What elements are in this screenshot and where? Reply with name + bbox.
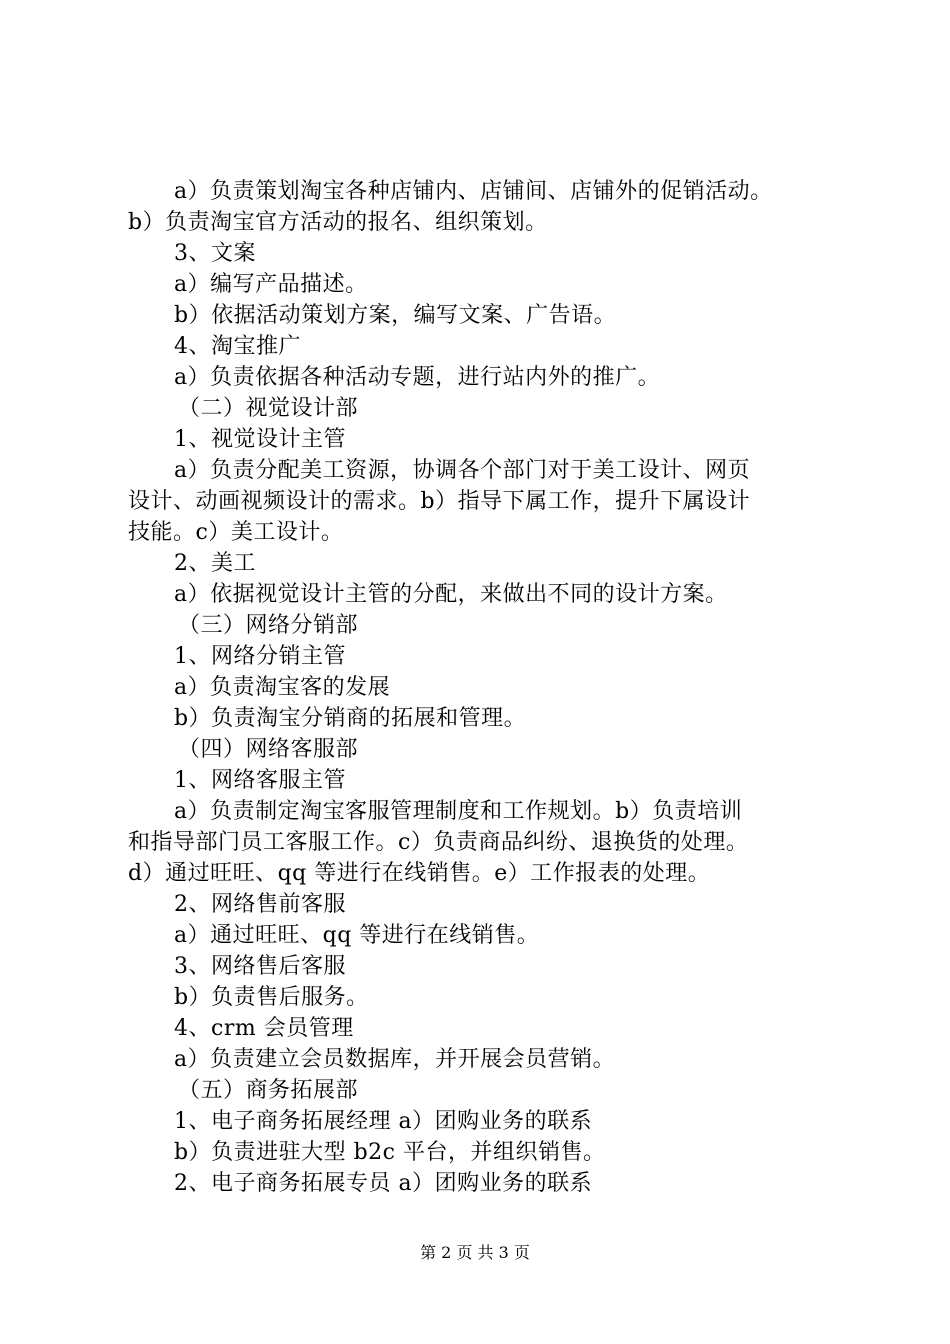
text-line: b）负责淘宝官方活动的报名、组织策划。 (128, 210, 548, 235)
text-line: 2、网络售前客服 (174, 892, 346, 917)
text-line: a）负责策划淘宝各种店铺内、店铺间、店铺外的促销活动。 (174, 179, 773, 204)
document-body (128, 176, 843, 1199)
text-line: a）负责分配美工资源，协调各个部门对于美工设计、网页 (174, 458, 751, 483)
text-line: a）负责建立会员数据库，并开展会员营销。 (174, 1047, 616, 1072)
text-line: 4、淘宝推广 (174, 334, 301, 359)
text-line: （五）商务拓展部 (178, 1078, 359, 1103)
text-line: （四）网络客服部 (178, 737, 359, 762)
text-line: 设计、动画视频设计的需求。b）指导下属工作，提升下属设计 (128, 489, 751, 514)
text-line: d）通过旺旺、qq 等进行在线销售。e）工作报表的处理。 (128, 861, 711, 886)
text-line: b）负责售后服务。 (174, 985, 369, 1010)
text-line: a）依据视觉设计主管的分配，来做出不同的设计方案。 (174, 582, 728, 607)
text-line: a）负责依据各种活动专题，进行站内外的推广。 (174, 365, 661, 390)
page-footer: 第 2 页 共 3 页 (420, 1243, 530, 1262)
text-line: 1、网络客服主管 (174, 768, 346, 793)
text-line: b）依据活动策划方案，编写文案、广告语。 (174, 303, 617, 328)
text-line: 3、网络售后客服 (174, 954, 346, 979)
text-line: 技能。c）美工设计。 (128, 520, 344, 545)
text-line: 1、电子商务拓展经理 a）团购业务的联系 (174, 1109, 593, 1134)
text-line: 1、网络分销主管 (174, 644, 346, 669)
text-line: a）负责淘宝客的发展 (174, 675, 391, 700)
text-line: 2、电子商务拓展专员 a）团购业务的联系 (174, 1171, 593, 1196)
text-line: 4、crm 会员管理 (174, 1016, 354, 1041)
text-line: b）负责进驻大型 b2c 平台，并组织销售。 (174, 1140, 606, 1165)
text-line: 3、文案 (174, 241, 256, 266)
text-line: b）负责淘宝分销商的拓展和管理。 (174, 706, 527, 731)
text-line: 1、视觉设计主管 (174, 427, 346, 452)
text-line: （二）视觉设计部 (178, 396, 359, 421)
text-line: a）负责制定淘宝客服管理制度和工作规划。b）负责培训 (174, 799, 743, 824)
text-line: 和指导部门员工客服工作。c）负责商品纠纷、退换货的处理。 (128, 830, 749, 855)
text-line: a）编写产品描述。 (174, 272, 368, 297)
text-line: 2、美工 (174, 551, 256, 576)
text-line: （三）网络分销部 (178, 613, 359, 638)
text-line: a）通过旺旺、qq 等进行在线销售。 (174, 923, 540, 948)
